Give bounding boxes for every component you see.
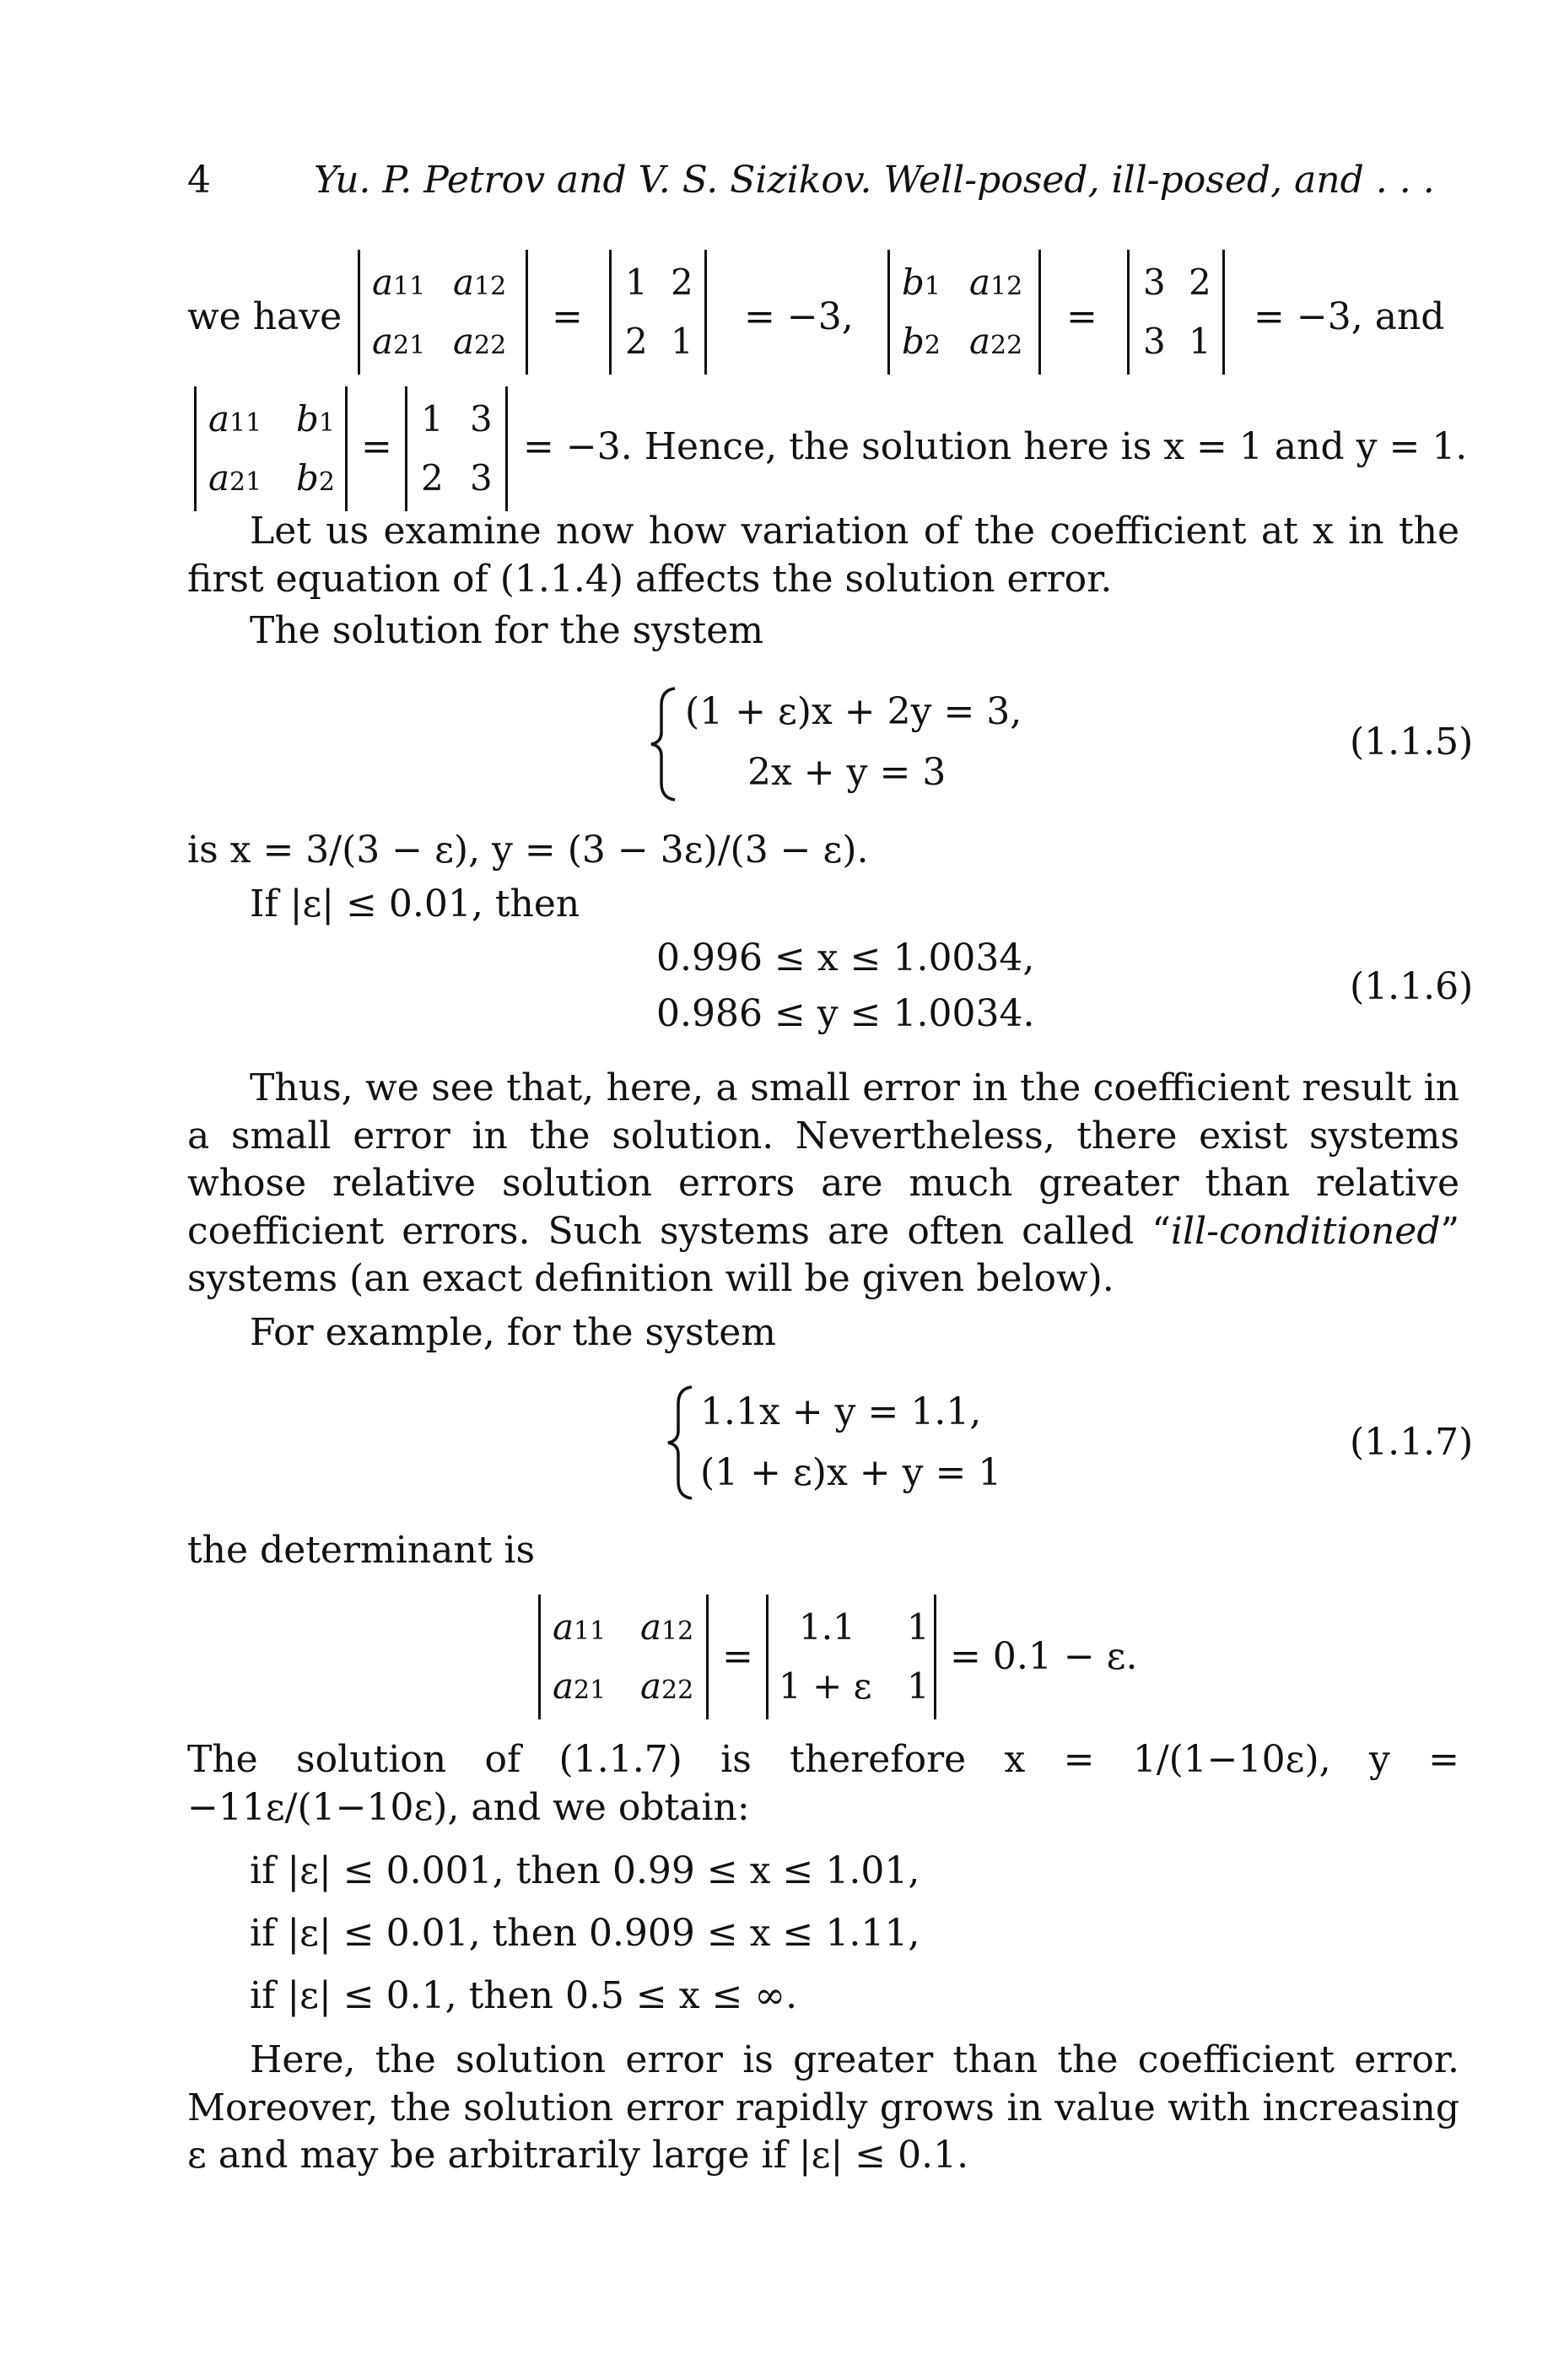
paragraph-solution-for-system: The solution for the system xyxy=(250,609,764,652)
we-have-text: we have xyxy=(187,295,342,338)
det-b-matrix-2: a11 b1 a21 b2 xyxy=(194,386,348,511)
det-a-matrix: a11 a12 a21 a22 xyxy=(358,250,528,375)
det-b-matrix-1: b1 a12 b2 a22 xyxy=(887,250,1041,375)
equals-sign: = xyxy=(1066,295,1097,338)
equals-sign: = xyxy=(361,425,392,468)
det-numeric-3: 1 3 2 3 xyxy=(405,386,508,511)
equation-number: (1.1.6) xyxy=(1350,965,1474,1008)
paragraph-solution-error: Here, the solution error is greater than the coefficient error. Moreover, the solution error rapidly grows in value with increasing ε and may be arbitrarily large if |ε| ≤ 0.1. xyxy=(187,2038,1459,2177)
system-line-1: 1.1x + y = 1.1, xyxy=(700,1390,982,1433)
case-item: if |ε| ≤ 0.001, then 0.99 ≤ x ≤ 1.01, xyxy=(250,1849,920,1892)
equals-sign: = xyxy=(722,1635,753,1678)
solution-formula-line: is x = 3/(3 − ε), y = (3 − 3ε)/(3 − ε). xyxy=(187,828,869,872)
equals-sign: = xyxy=(552,295,583,338)
inequality-line-1: 0.996 ≤ x ≤ 1.0034, xyxy=(656,936,1035,980)
det-numeric-1: 1 2 2 1 xyxy=(609,250,707,375)
system-line-2: 2x + y = 3 xyxy=(747,751,946,794)
system-line-1: (1 + ε)x + 2y = 3, xyxy=(685,690,1022,733)
case-item: if |ε| ≤ 0.01, then 0.909 ≤ x ≤ 1.11, xyxy=(250,1912,920,1955)
determinant-is-text: the determinant is xyxy=(187,1529,536,1572)
paragraph-for-example: For example, for the system xyxy=(250,1311,776,1354)
equation-number: (1.1.7) xyxy=(1350,1421,1474,1464)
determinant-result: = 0.1 − ε. xyxy=(950,1635,1138,1678)
case-item: if |ε| ≤ 0.1, then 0.5 ≤ x ≤ ∞. xyxy=(250,1974,798,2017)
paragraph-solution-of-1-1-7: The solution of (1.1.7) is therefore x = 1/(1−10ε), y = −11ε/(1−10ε), and we obtain: xyxy=(187,1738,1459,1829)
det-a-matrix-2: a11 a12 a21 a22 xyxy=(538,1595,709,1719)
result-minus3: = −3, xyxy=(744,295,854,338)
system-line-2: (1 + ε)x + y = 1 xyxy=(700,1451,1002,1494)
left-brace-icon xyxy=(663,1384,697,1502)
running-title: Yu. P. Petrov and V. S. Sizikov. Well-posed, ill-posed, and . . . xyxy=(314,159,1435,202)
paragraph-ill-conditioned: Thus, we see that, here, a small error in the coefficient result in a small error in the solution. Nevertheless, there exist systems whose relative solution errors are much greater than relative coefficient errors. Such systems are often called “ill-conditioned” systems (an exact definition will be given below). xyxy=(187,1066,1459,1300)
paragraph-variation: Let us examine now how variation of the coefficient at x in the first equation of (1.1.4) affects the solution error. xyxy=(187,510,1459,601)
equation-number: (1.1.5) xyxy=(1350,720,1474,764)
left-brace-icon xyxy=(646,685,680,803)
hence-sentence: = −3. Hence, the solution here is x = 1 and y = 1. xyxy=(523,425,1468,468)
page-number: 4 xyxy=(187,159,211,202)
det-numeric-2: 3 2 3 1 xyxy=(1127,250,1225,375)
det-numeric-epsilon: 1.1 1 1 + ε 1 xyxy=(766,1595,936,1719)
inequality-line-2: 0.986 ≤ y ≤ 1.0034. xyxy=(656,992,1035,1035)
result-minus3-and: = −3, and xyxy=(1254,295,1445,338)
if-epsilon-line: If |ε| ≤ 0.01, then xyxy=(250,882,580,926)
